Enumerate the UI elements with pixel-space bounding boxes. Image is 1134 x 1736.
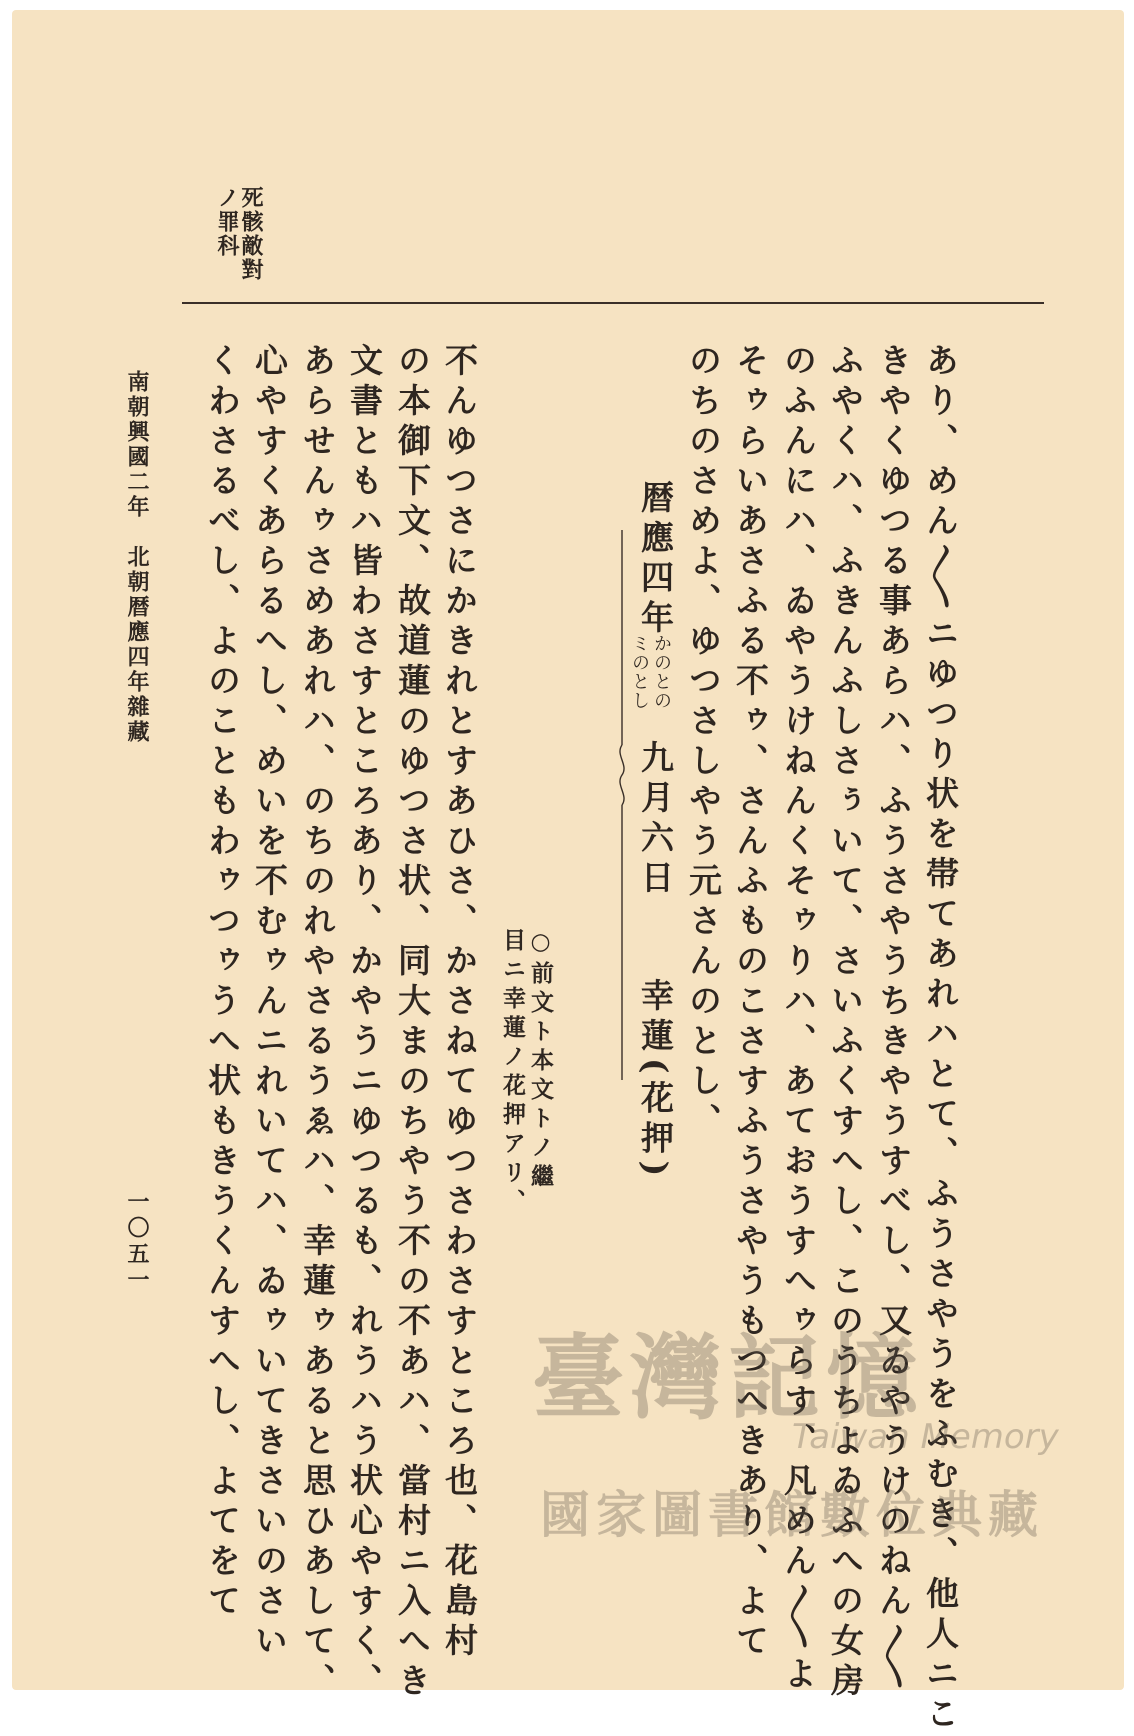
body-line: あらせんゥさめあれハ、のちのれやさるうゑハ、幸蓮ゥあると思ひあして、 [298,343,337,1703]
margin-note-line-1: 死骸敵對 [238,186,264,282]
header-rule [182,302,1044,304]
body-line: きやくゆつる事あらハ、ふうさやうちきやうすべし、又ゐやうけのねん〳〵 [874,343,913,1696]
editor-note: 目ニ幸蓮ノ花押アリ、 [499,928,526,1218]
body-line: そゥらいあさふる不ゥ、さんふものこさすふうさやうもつへきあり、よて [731,343,770,1663]
body-line: 不んゆつさにかきれとすあひさ、かさねてゆつさわさすところ也、花島村 [440,343,479,1663]
body-line: 文書ともハ皆わさすところあり、かやうニゆつるも、れうハう状心やすく、 [345,343,384,1703]
document-page [12,10,1124,1736]
signature: 幸蓮(花押) [636,978,675,1184]
footer-running-title: 南朝興國二年 北朝暦應四年雜藏 [124,370,150,745]
watermark-subtitle: 國家圖書館數位典藏 [540,1486,1044,1544]
watermark [532,1305,1072,1575]
watermark-title: 臺灣記憶 [532,1324,925,1432]
date-era: 暦應四年 [636,480,675,640]
margin-note [212,186,243,258]
margin-note-line-2: ノ罪科 [214,186,240,258]
date-month-day: 九月六日 [636,740,675,900]
editor-note: ○前文ト本文トノ繼 [527,928,554,1193]
body-line: ふやくハ、ふきんふしさぅいて、さいふくすへし、このうちよゐふへの女房 [826,343,865,1703]
page-number: 一〇五一 [124,1190,150,1294]
body-line: のちのさめよ、ゆつさしやう元さんのとし、 [684,343,723,1143]
watermark-english: Taiwan Memory [792,1417,1059,1457]
body-line: 心やすくあらるへし、めいを不むゥんニれいてハ、ゐゥいてきさいのさい [250,343,289,1663]
date-kana: かのとの [651,634,672,710]
body-line: くわさるべし、よのこともわゥつゥうへ状もきうくんすへし、よてをて [203,343,242,1623]
body-line: あり、めん〳〵ニゆつり状を帯てあれハとて、ふうさやうをふむき、他人ニこ [921,343,960,1736]
date-kana: ミのとし [629,634,650,710]
seam-ornament [615,530,629,1080]
body-line: のふんにハ、ゐやうけねんくそゥりハ、あておうすへゥらす、凡めん〳〵よ [779,343,818,1696]
body-line: の本御下文、故道蓮のゆつさ状、同大まのちやう不の不あハ、當村ニ入へき [393,343,432,1703]
